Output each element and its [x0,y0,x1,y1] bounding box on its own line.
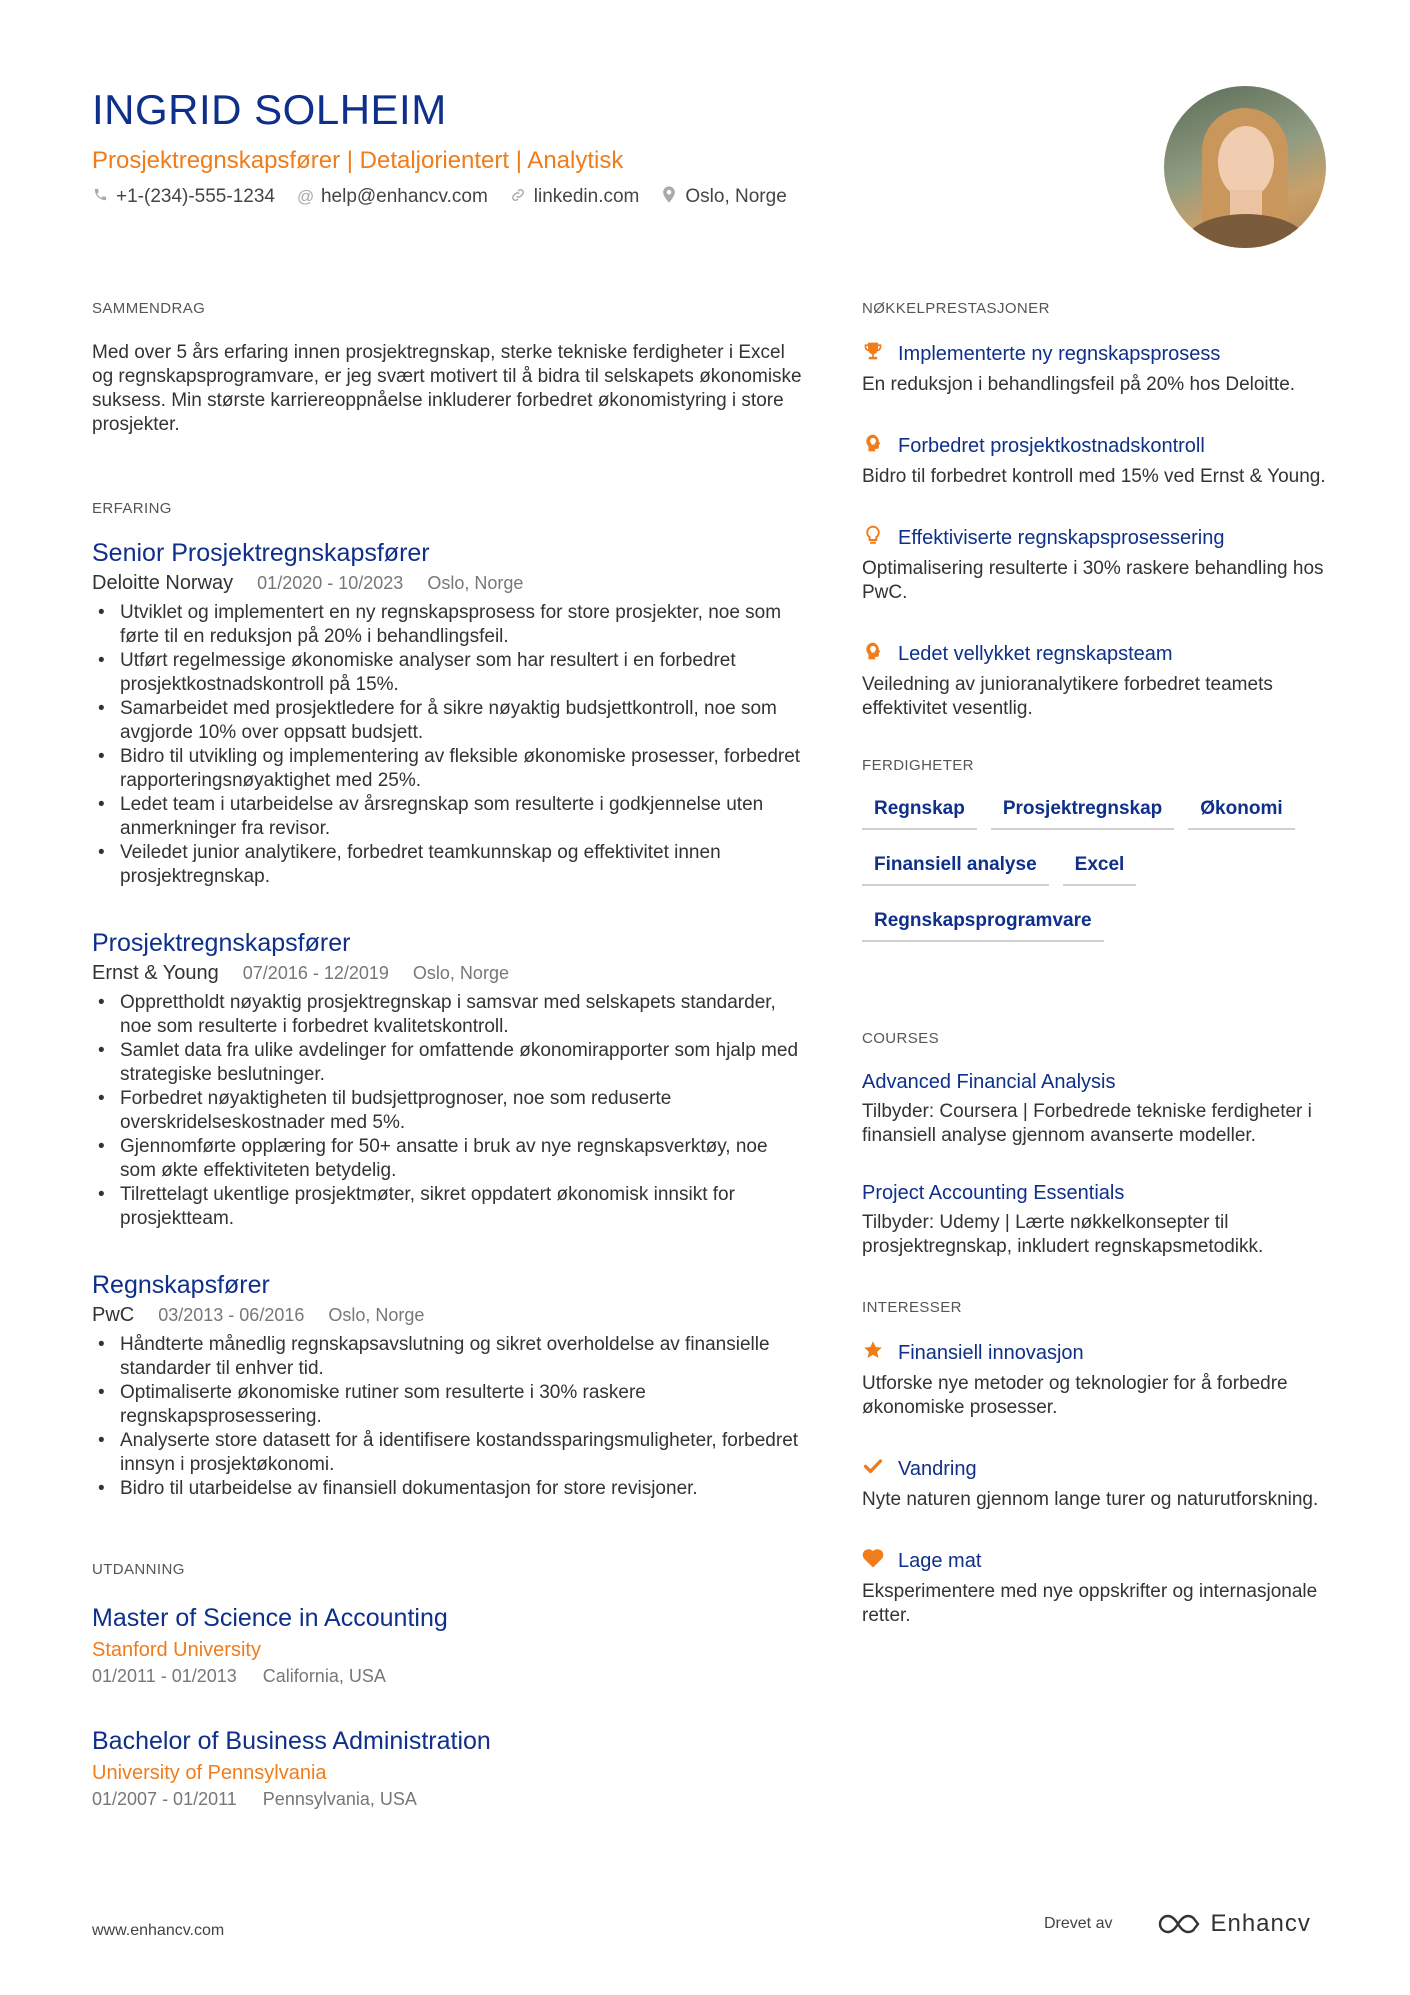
achievement-item [862,641,1332,721]
job-meta [92,572,802,595]
star-icon [862,1340,884,1366]
job-location: Oslo, Norge [427,573,524,593]
list-item: • Tilrettelagt ukentlige prosjektmøter, sikret oppdatert økonomisk innsikt for prosjektteam. [92,1183,802,1231]
job-company: Ernst & Young [92,962,219,984]
job-title: Senior Prosjektregnskapsfører [92,539,430,567]
footer-branding [1044,1910,1311,1938]
brand-logo[interactable] [1156,1910,1310,1938]
skills-list [862,798,1332,966]
heart-icon [862,1548,884,1574]
contact-linkedin[interactable] [510,186,640,208]
list-item: • Utviklet og implementert en ny regnskapsprosess for store prosjekter, noe som førte til en reduksjon på 20% i behandlingsfeil. [92,601,802,649]
candidate-tagline: Prosjektregnskapsfører | Detaljorientert | Analytisk [92,147,624,174]
email-text: help@enhancv.com [320,186,488,207]
edu-meta [92,1789,802,1810]
job-dates: 07/2016 - 12/2019 [242,963,389,983]
edu-meta [92,1666,802,1687]
interest-title: Vandring [898,1457,977,1480]
skill-tag: Regnskap [862,798,977,830]
candidate-name: INGRID SOLHEIM [92,86,447,133]
course-title: Advanced Financial Analysis [862,1071,1116,1093]
contact-location [661,186,786,208]
interest-desc: Nyte naturen gjennom lange turer og naturutforskning. [862,1489,1319,1510]
footer-website[interactable]: www.enhancv.com [92,1922,225,1939]
achievement-desc: Veiledning av junioranalytikere forbedret teamets effektivitet vesentlig. [862,674,1273,719]
head-idea-icon [862,433,884,459]
list-item: • Forbedret nøyaktigheten til budsjettprognoser, noe som reduserte overskridelseskostnader med 5%. [92,1087,802,1135]
job-entry [92,539,802,889]
achievement-item [862,525,1332,605]
location-text: Oslo, Norge [685,186,787,207]
achievement-item [862,433,1332,489]
job-meta [92,1304,802,1327]
phone-icon [92,187,108,207]
job-bullets [92,601,802,889]
section-title: INTERESSER [862,1299,962,1316]
interest-item [862,1456,1332,1512]
skill-tag: Prosjektregnskap [991,798,1174,830]
section-title: COURSES [862,1030,939,1047]
interest-title: Lage mat [898,1549,982,1572]
list-item: • Håndterte månedlig regnskapsavslutning og sikret overholdelse av finansielle standarder til enhver tid. [92,1333,802,1381]
job-bullets [92,1333,802,1501]
location-pin-icon [661,186,677,208]
course-title: Project Accounting Essentials [862,1182,1125,1204]
education-entry [92,1727,802,1810]
interest-item [862,1340,1332,1420]
job-entry [92,929,802,1231]
interests-section [862,1299,1332,1628]
list-item: • Utført regelmessige økonomiske analyser som har resultert i en forbedret prosjektkostnadskontroll på 15%. [92,649,802,697]
job-entry [92,1271,802,1501]
course-item [862,1071,1332,1148]
edu-dates: 01/2007 - 01/2011 [92,1789,237,1809]
right-column [862,300,1332,1664]
experience-section [92,500,802,1501]
job-bullets [92,991,802,1231]
list-item: • Optimaliserte økonomiske rutiner som resulterte i 30% raskere regnskapsprosessering. [92,1381,802,1429]
interest-title: Finansiell innovasjon [898,1341,1084,1364]
contact-email[interactable] [297,186,488,208]
achievement-desc: En reduksjon i behandlingsfeil på 20% hos Deloitte. [862,374,1296,395]
list-item: • Gjennomførte opplæring for 50+ ansatte i bruk av nye regnskapsverktøy, noe som økte effektiviteten betydelig. [92,1135,802,1183]
head-idea-icon [862,641,884,667]
skills-section [862,757,1332,966]
skill-tag: Excel [1063,854,1137,886]
interest-desc: Eksperimentere med nye oppskrifter og internasjonale retter. [862,1581,1318,1626]
section-title: FERDIGHETER [862,757,974,774]
job-title: Regnskapsfører [92,1271,270,1299]
list-item: • Opprettholdt nøyaktig prosjektregnskap i samsvar med selskapets standarder, noe som resulterte i forbedret kvalitetskontroll. [92,991,802,1039]
achievement-desc: Bidro til forbedret kontroll med 15% ved Ernst & Young. [862,466,1326,487]
edu-location: California, USA [262,1666,386,1686]
skill-tag: Regnskapsprogramvare [862,910,1104,942]
summary-text: Med over 5 års erfaring innen prosjektregnskap, sterke tekniske ferdigheter i Excel og regnskapsprogramvare, er jeg svært motivert til å bidra til selskapets økonomiske suksess. Min største karriereoppnåelse inkluderer forbedret økonomistyring i store prosjekter. [92,342,802,435]
edu-school: University of Pennsylvania [92,1762,327,1784]
link-icon [510,187,526,208]
contact-bar [92,186,809,208]
left-column [92,300,802,1810]
lightbulb-icon [862,525,884,551]
course-desc: Tilbyder: Coursera | Forbedrede tekniske ferdigheter i finansiell analyse gjennom avanserte modeller. [862,1101,1312,1146]
brand-name: Enhancv [1210,1910,1311,1937]
powered-by-label: Drevet av [1044,1915,1113,1932]
interest-item [862,1548,1332,1628]
skill-tag: Finansiell analyse [862,854,1049,886]
checkmark-icon [862,1456,884,1482]
education-entry [92,1604,802,1687]
list-item: • Ledet team i utarbeidelse av årsregnskap som resulterte i godkjennelse uten anmerkninger fra revisor. [92,793,802,841]
edu-school: Stanford University [92,1639,261,1661]
job-location: Oslo, Norge [328,1305,425,1325]
edu-location: Pennsylvania, USA [262,1789,417,1809]
job-dates: 03/2013 - 06/2016 [158,1305,305,1325]
job-company: Deloitte Norway [92,572,234,594]
edu-dates: 01/2011 - 01/2013 [92,1666,237,1686]
job-title: Prosjektregnskapsfører [92,929,351,957]
achievement-desc: Optimalisering resulterte i 30% raskere behandling hos PwC. [862,558,1324,603]
list-item: • Veiledet junior analytikere, forbedret teamkunnskap og effektivitet innen prosjektregnskap. [92,841,802,889]
section-title: SAMMENDRAG [92,300,206,317]
edu-degree: Master of Science in Accounting [92,1604,448,1632]
trophy-icon [862,341,884,367]
achievement-title: Ledet vellykket regnskapsteam [898,642,1173,665]
profile-photo [1164,86,1326,248]
achievement-title: Implementerte ny regnskapsprosess [898,342,1221,365]
at-icon: @ [296,187,315,206]
courses-section [862,1030,1332,1259]
achievements-section [862,300,1332,721]
contact-phone[interactable] [92,186,275,208]
list-item: • Bidro til utvikling og implementering av fleksible økonomiske prosesser, forbedret rapporteringsnøyaktighet med 25%. [92,745,802,793]
list-item: • Samlet data fra ulike avdelinger for omfattende økonomirapporter som hjalp med strategiske beslutninger. [92,1039,802,1087]
section-title: UTDANNING [92,1561,185,1578]
enhancv-logo-icon [1156,1912,1202,1936]
achievement-item [862,341,1332,397]
phone-text: +1-(234)-555-1234 [116,186,275,207]
achievement-title: Forbedret prosjektkostnadskontroll [898,434,1205,457]
achievement-title: Effektiviserte regnskapsprosessering [898,526,1225,549]
linkedin-text: linkedin.com [533,186,640,207]
section-title: NØKKELPRESTASJONER [862,300,1050,317]
interest-desc: Utforske nye metoder og teknologier for å forbedre økonomiske prosesser. [862,1373,1288,1418]
summary-section [92,300,802,500]
list-item: • Bidro til utarbeidelse av finansiell dokumentasjon for store revisjoner. [92,1477,802,1501]
course-item [862,1182,1332,1259]
education-section [92,1561,802,1810]
section-title: ERFARING [92,500,172,517]
course-desc: Tilbyder: Udemy | Lærte nøkkelkonsepter til prosjektregnskap, inkludert regnskapsmetodikk. [862,1212,1264,1257]
job-location: Oslo, Norge [412,963,509,983]
list-item: • Samarbeidet med prosjektledere for å sikre nøyaktig budsjettkontroll, noe som avgjorde 10% over oppsatt budsjett. [92,697,802,745]
job-dates: 01/2020 - 10/2023 [257,573,404,593]
edu-degree: Bachelor of Business Administration [92,1727,491,1755]
job-meta [92,962,802,985]
list-item: • Analyserte store datasett for å identifisere kostandssparingsmuligheter, forbedret innsyn i prosjektøkonomi. [92,1429,802,1477]
job-company: PwC [92,1304,135,1326]
skill-tag: Økonomi [1188,798,1294,830]
